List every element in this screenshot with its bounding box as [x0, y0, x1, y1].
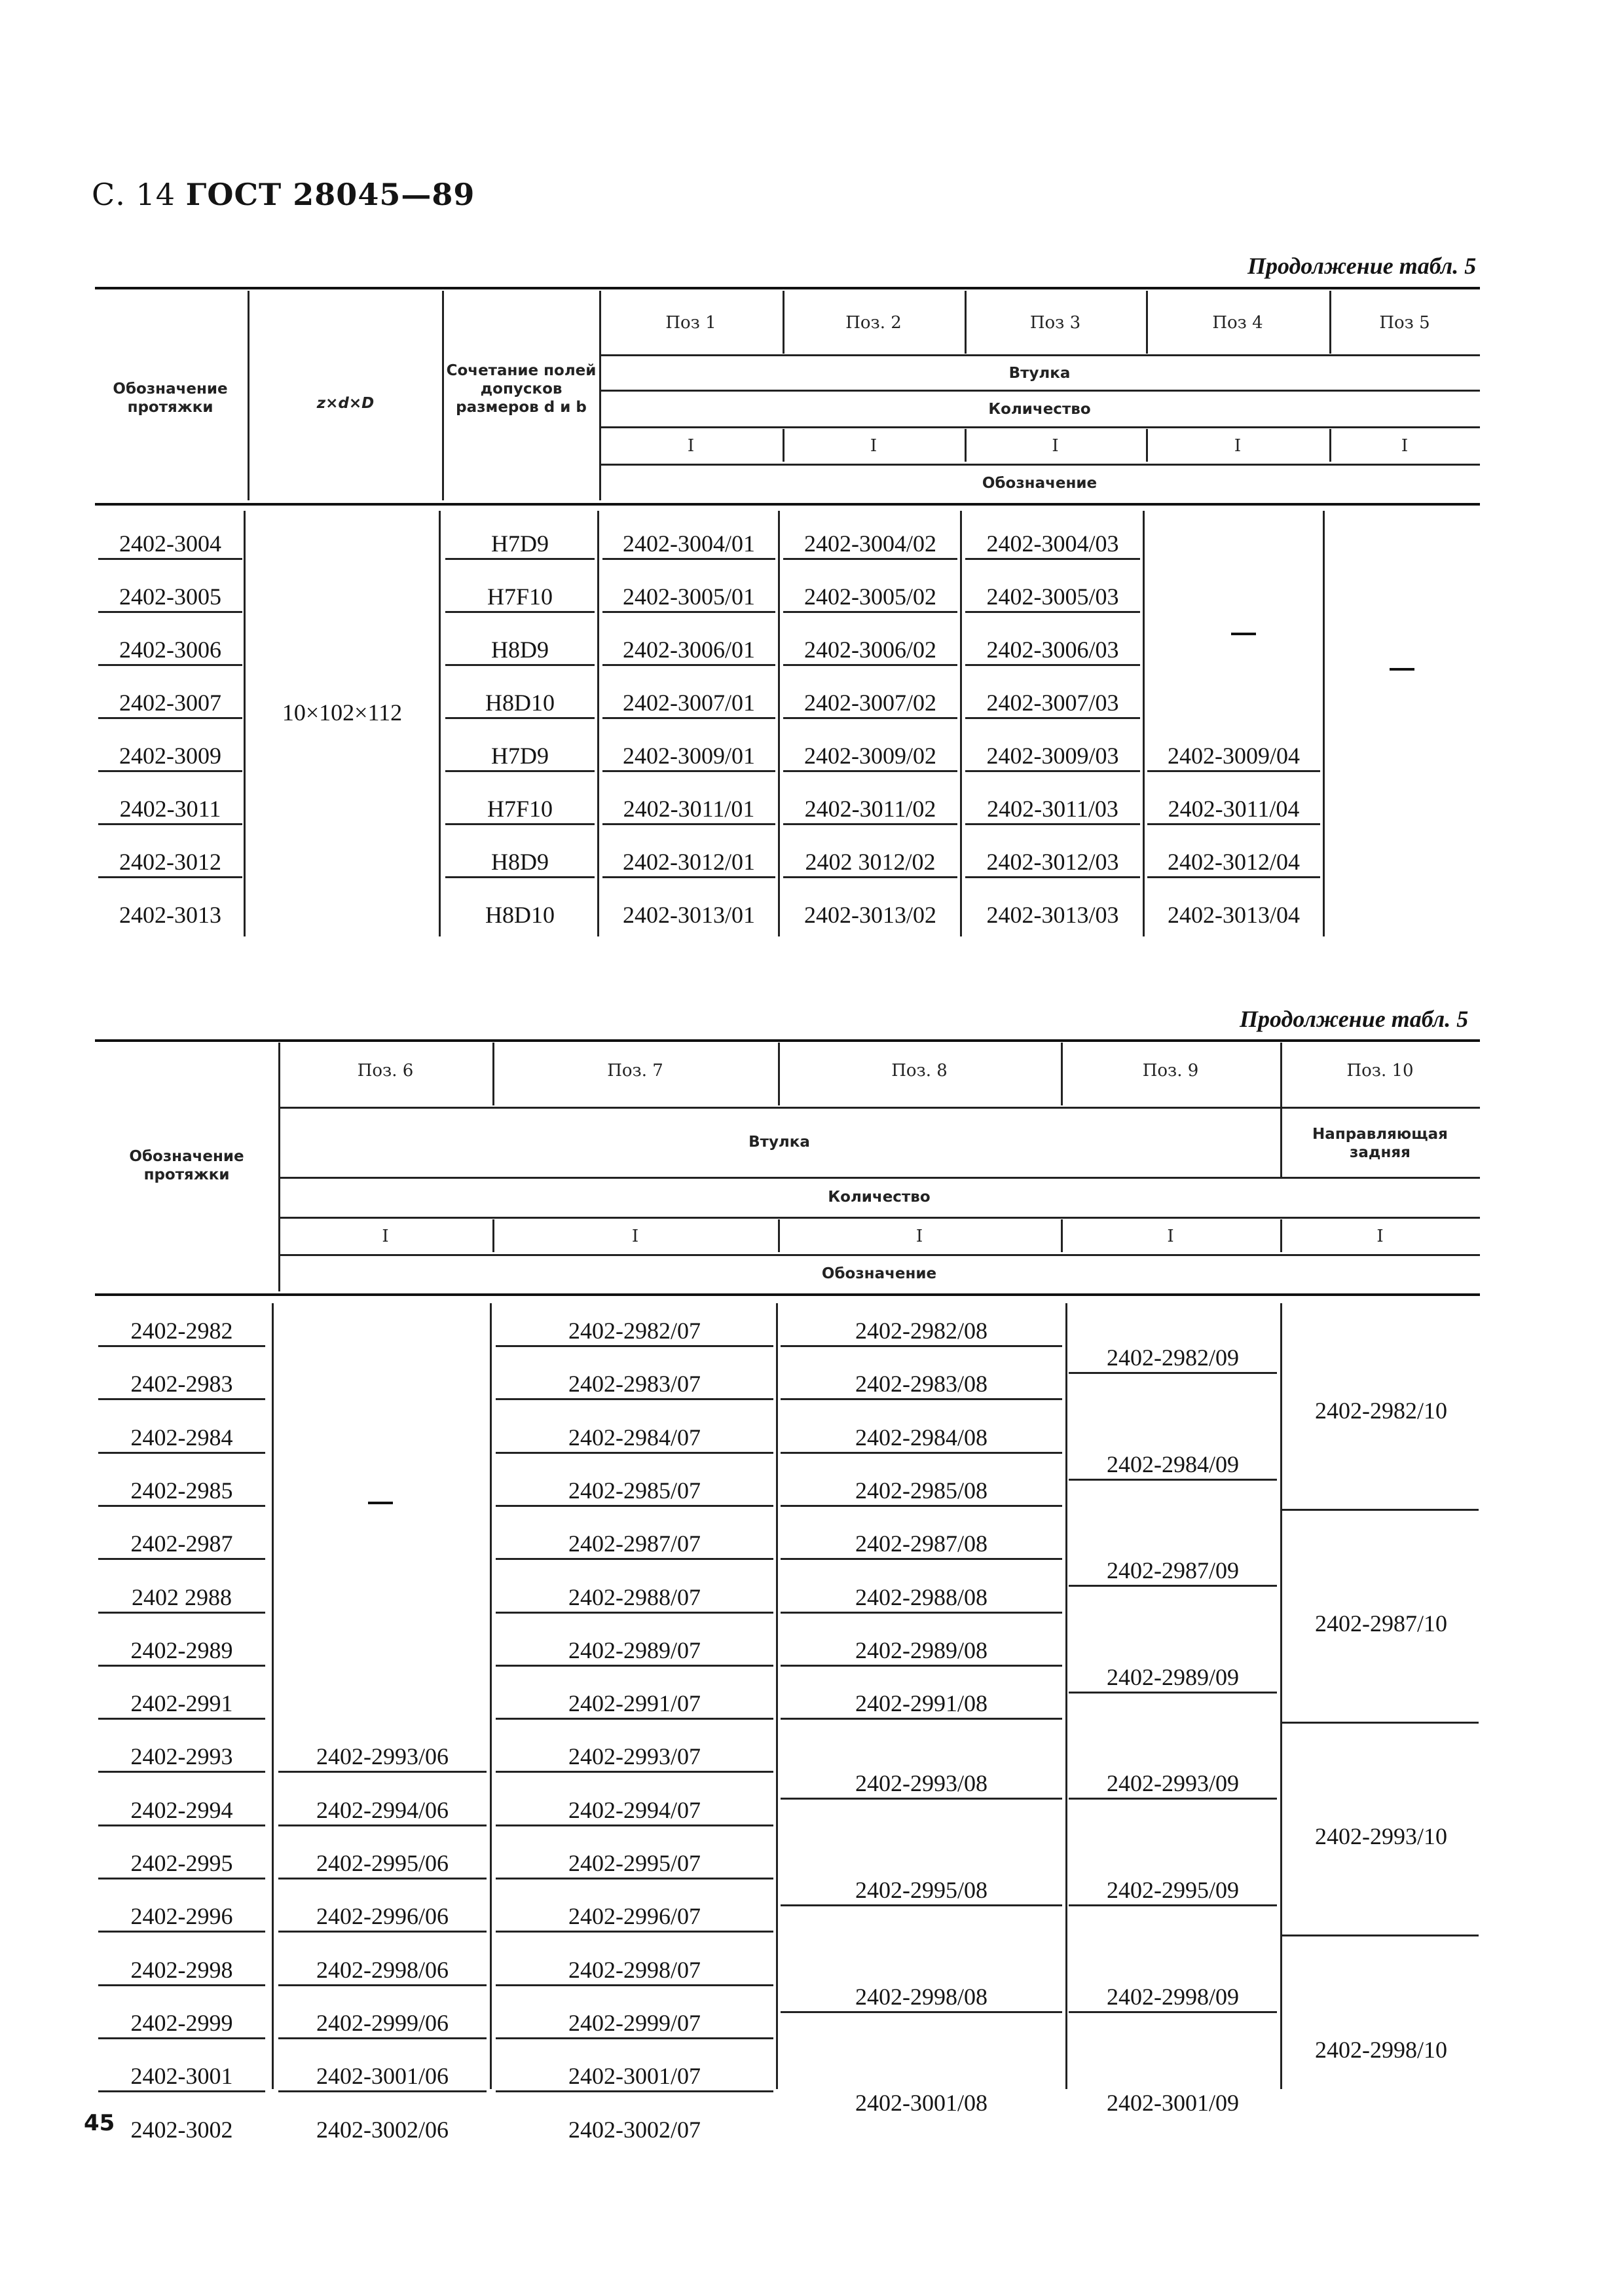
table2-row-pos7: 2402-3002/07 — [568, 2117, 701, 2143]
table2-row-pos7: 2402-2994/07 — [496, 1796, 773, 1826]
table1-row-pos1: 2402-3004/01 — [602, 529, 775, 560]
table2-row-pos6: 2402-3002/06 — [316, 2117, 449, 2143]
table2-row-pos7: 2402-2996/07 — [496, 1902, 773, 1933]
table1-row-combo: H7F10 — [445, 582, 595, 613]
table1-row-pos3: 2402-3005/03 — [965, 582, 1140, 613]
table1-row-name: 2402-3005 — [98, 582, 242, 613]
page-number: 45 — [84, 2110, 115, 2136]
table1-row-pos2: 2402-3006/02 — [783, 635, 957, 666]
table2-row-pos9: 2402-2982/09 — [1069, 1343, 1277, 1374]
table1-caption: Продолжение табл. 5 — [1247, 253, 1477, 279]
table2-row-name: 2402-2989 — [98, 1636, 265, 1667]
page-header — [92, 177, 475, 212]
table2-top-rule — [95, 1039, 1480, 1042]
table1-pos2: Поз. 2 — [845, 313, 902, 333]
table2-row-pos9: 2402-2998/09 — [1069, 1982, 1277, 2013]
table2-rule-pos — [278, 1107, 1480, 1109]
table2-kolichestvo: Количество — [828, 1189, 931, 1206]
table2-row-pos6: 2402-2993/06 — [278, 1742, 487, 1773]
table2-row-pos10: 2402-2987/10 — [1315, 1610, 1447, 1637]
table2-pos10-divider — [1282, 1722, 1479, 1724]
table1-row-combo: H7D9 — [445, 529, 595, 560]
table1-row-name: 2402-3007 — [98, 688, 242, 719]
table1-row-pos3: 2402-3013/03 — [986, 902, 1119, 928]
table2-rule-qty — [278, 1254, 1480, 1256]
table2-row-pos10: 2402-2993/10 — [1315, 1823, 1447, 1849]
table2-row-pos9: 2402-2993/09 — [1069, 1769, 1277, 1800]
table1-body-vline — [439, 511, 441, 936]
table1-qty: I — [1052, 436, 1059, 456]
table2-row-pos7: 2402-2985/07 — [496, 1476, 773, 1507]
table1-row-pos2: 2402-3004/02 — [783, 529, 957, 560]
table2-row-pos7: 2402-2982/07 — [496, 1316, 773, 1347]
table1-rule-qty — [599, 464, 1480, 466]
table1-pos3: Поз 3 — [1029, 313, 1081, 333]
table2-row-pos8: 2402-2982/08 — [781, 1316, 1062, 1347]
table2-row-name: 2402-2995 — [98, 1849, 265, 1879]
table2-row-name: 2402-2983 — [98, 1369, 265, 1400]
table1-row-pos2: 2402-3013/02 — [804, 902, 936, 928]
table1-pos4: Поз 4 — [1212, 313, 1263, 333]
table2-row-name: 2402-2985 — [98, 1476, 265, 1507]
table2-row-name: 2402-3002 — [130, 2117, 233, 2143]
table2-row-pos8: 2402-2984/08 — [781, 1423, 1062, 1454]
table1-body-vline — [597, 511, 599, 936]
table2-row-pos8: 2402-2983/08 — [781, 1369, 1062, 1400]
table1-row-combo: H7D9 — [445, 741, 595, 772]
table2-row-pos8: 2402-2987/08 — [781, 1529, 1062, 1560]
table2-col-protyazhka: Обозначение протяжки — [129, 1148, 244, 1183]
table1-row-combo: H8D9 — [445, 847, 595, 878]
table1-row-pos2: 2402-3007/02 — [783, 688, 957, 719]
table1-row-pos3: 2402-3007/03 — [965, 688, 1140, 719]
table2-qty: I — [631, 1227, 639, 1246]
table2-header-bottom-rule — [95, 1293, 1480, 1296]
table2-pos9: Поз. 9 — [1142, 1061, 1199, 1081]
table2-row-pos7: 2402-3001/07 — [496, 2062, 773, 2092]
table2-row-name: 2402-2998 — [98, 1955, 265, 1986]
table2-caption: Продолжение табл. 5 — [1240, 1006, 1469, 1032]
table2-row-pos9: 2402-2984/09 — [1069, 1450, 1277, 1481]
table2-row-pos7: 2402-2998/07 — [496, 1955, 773, 1986]
table1-row-combo: H8D10 — [445, 688, 595, 719]
table1-qty: I — [1234, 436, 1242, 456]
table2-pos10-divider — [1282, 1935, 1479, 1936]
table1-row-pos2: 2402-3005/02 — [783, 582, 957, 613]
table2-row-name: 2402-2987 — [98, 1529, 265, 1560]
table1-row-pos4: 2402-3012/04 — [1147, 847, 1320, 878]
table1-row-combo: H8D10 — [485, 902, 555, 928]
table2-row-pos7: 2402-2999/07 — [496, 2009, 773, 2039]
table2-pos6-dash — [368, 1502, 393, 1504]
table1-kolichestvo: Количество — [988, 401, 1091, 418]
table1-row-pos1: 2402-3005/01 — [602, 582, 775, 613]
table1-row-name: 2402-3009 — [98, 741, 242, 772]
table2-row-name: 2402-2996 — [98, 1902, 265, 1933]
table1-pos4-dash — [1231, 633, 1256, 635]
table2-oboznachenie: Обозначение — [821, 1265, 937, 1282]
table1-row-pos1: 2402-3007/01 — [602, 688, 775, 719]
table1-row-name: 2402-3006 — [98, 635, 242, 666]
table1-row-pos4: 2402-3011/04 — [1147, 794, 1320, 825]
table2-row-pos9: 2402-3001/09 — [1107, 2090, 1239, 2116]
table1-row-name: 2402-3004 — [98, 529, 242, 560]
table2-row-pos8: 2402-2985/08 — [781, 1476, 1062, 1507]
table1-row-pos3: 2402-3012/03 — [965, 847, 1140, 878]
table2-row-pos10: 2402-2982/10 — [1315, 1398, 1447, 1424]
table1-vline — [442, 291, 444, 500]
table1-pos5: Поз 5 — [1379, 313, 1430, 333]
table1-qty: I — [870, 436, 877, 456]
table2-row-name: 2402-2994 — [98, 1796, 265, 1826]
table1-top-rule — [95, 287, 1480, 289]
table1-row-pos1: 2402-3013/01 — [623, 902, 755, 928]
table2-pos10: Поз. 10 — [1346, 1061, 1414, 1081]
table2-row-pos7: 2402-2989/07 — [496, 1636, 773, 1667]
table2-qty: I — [382, 1227, 389, 1246]
table1-col-protyazhka: Обозначение протяжки — [113, 380, 228, 416]
table1-body-vline — [778, 511, 780, 936]
table2-pos8: Поз. 8 — [891, 1061, 948, 1081]
table2-row-name: 2402-2984 — [98, 1423, 265, 1454]
table1-row-combo: H7F10 — [445, 794, 595, 825]
table1-row-pos4: 2402-3013/04 — [1168, 902, 1300, 928]
table2-row-pos7: 2402-2993/07 — [496, 1742, 773, 1773]
table2-qty: I — [1167, 1227, 1174, 1246]
table2-row-pos8: 2402-2993/08 — [781, 1769, 1062, 1800]
table2-row-pos9: 2402-2989/09 — [1069, 1663, 1277, 1694]
table2-row-name: 2402-3001 — [98, 2062, 265, 2092]
table1-row-pos2: 2402 3012/02 — [783, 847, 957, 878]
table1-row-pos1: 2402-3006/01 — [602, 635, 775, 666]
table2-napr: Направляющая задняя — [1312, 1126, 1448, 1161]
table1-oboznachenie: Обозначение — [982, 475, 1098, 492]
table1-row-name: 2402-3011 — [98, 794, 242, 825]
table2-pos6: Поз. 6 — [357, 1061, 414, 1081]
table1-body-vline — [960, 511, 962, 936]
table2-row-name: 2402 2988 — [98, 1583, 265, 1614]
table1-row-pos3: 2402-3004/03 — [965, 529, 1140, 560]
table2-row-pos7: 2402-2988/07 — [496, 1583, 773, 1614]
table2-body-vline — [1280, 1303, 1282, 2089]
table2-row-pos8: 2402-2998/08 — [781, 1982, 1062, 2013]
table2-row-name: 2402-2991 — [98, 1689, 265, 1720]
table2-qty: I — [915, 1227, 923, 1246]
table1-zdD-value: 10×102×112 — [282, 699, 403, 726]
table2-row-pos6: 2402-2999/06 — [278, 2009, 487, 2039]
table2-row-name: 2402-2993 — [98, 1742, 265, 1773]
table1-row-pos1: 2402-3012/01 — [602, 847, 775, 878]
table2-row-pos9: 2402-2987/09 — [1069, 1556, 1277, 1587]
table2-qty: I — [1376, 1227, 1384, 1246]
table2-body-vline — [776, 1303, 778, 2089]
standard-title: ГОСТ 28045—89 — [185, 177, 475, 212]
table1-body-vline — [1143, 511, 1145, 936]
table2-row-pos7: 2402-2983/07 — [496, 1369, 773, 1400]
table1-rule-kol — [599, 426, 1480, 428]
table1-row-combo: H8D9 — [445, 635, 595, 666]
table1-row-pos3: 2402-3011/03 — [965, 794, 1140, 825]
table2-body-vline — [490, 1303, 492, 2089]
table2-row-pos8: 2402-2991/08 — [781, 1689, 1062, 1720]
table1-body-vline — [1323, 511, 1325, 936]
table1-vtulka: Втулка — [1008, 365, 1071, 382]
table1-header-bottom-rule — [95, 503, 1480, 506]
table2-body-vline — [1065, 1303, 1067, 2089]
table2-row-pos6: 2402-3001/06 — [278, 2062, 487, 2092]
table2-row-pos6: 2402-2996/06 — [278, 1902, 487, 1933]
table1-row-pos4: 2402-3009/04 — [1147, 741, 1320, 772]
table2-row-pos6: 2402-2994/06 — [278, 1796, 487, 1826]
table1-row-name: 2402-3012 — [98, 847, 242, 878]
table1-qty: I — [687, 436, 695, 456]
table1-rule-vtulka — [599, 390, 1480, 392]
table2-row-pos8: 2402-2989/08 — [781, 1636, 1062, 1667]
table2-row-pos8: 2402-3001/08 — [855, 2090, 987, 2116]
table2-row-pos7: 2402-2984/07 — [496, 1423, 773, 1454]
table1-pos1: Поз 1 — [665, 313, 716, 333]
table2-rule-vtulka — [278, 1177, 1480, 1179]
table1-row-pos1: 2402-3011/01 — [602, 794, 775, 825]
table2-row-pos9: 2402-2995/09 — [1069, 1876, 1277, 1906]
table2-body-vline — [272, 1303, 274, 2089]
table2-row-pos8: 2402-2995/08 — [781, 1876, 1062, 1906]
table2-pos10-divider — [1282, 1509, 1479, 1511]
table1-row-name: 2402-3013 — [119, 902, 221, 928]
table2-row-pos6: 2402-2998/06 — [278, 1955, 487, 1986]
table1-pos5-dash — [1390, 668, 1414, 671]
table1-rule-pos — [599, 354, 1480, 356]
table1-row-pos3: 2402-3009/03 — [965, 741, 1140, 772]
table2-rule-kol — [278, 1217, 1480, 1219]
table2-row-name: 2402-2999 — [98, 2009, 265, 2039]
table2-pos7: Поз. 7 — [607, 1061, 663, 1081]
table2-row-pos7: 2402-2995/07 — [496, 1849, 773, 1879]
table2-row-pos10: 2402-2998/10 — [1315, 2037, 1447, 2063]
table2-row-name: 2402-2982 — [98, 1316, 265, 1347]
table1-col-combo: Сочетание полей допусков размеров d и b — [446, 362, 597, 416]
table2-row-pos7: 2402-2991/07 — [496, 1689, 773, 1720]
table2-row-pos7: 2402-2987/07 — [496, 1529, 773, 1560]
table1-row-pos2: 2402-3009/02 — [783, 741, 957, 772]
table2-row-pos8: 2402-2988/08 — [781, 1583, 1062, 1614]
page-label: С. 14 — [92, 177, 175, 212]
table1-qty: I — [1401, 436, 1409, 456]
table1-row-pos2: 2402-3011/02 — [783, 794, 957, 825]
table2-vtulka: Втулка — [748, 1134, 810, 1151]
table1-col-zdD: z×d×D — [316, 395, 375, 412]
table1-row-pos3: 2402-3006/03 — [965, 635, 1140, 666]
table2-row-pos6: 2402-2995/06 — [278, 1849, 487, 1879]
table1-row-pos1: 2402-3009/01 — [602, 741, 775, 772]
